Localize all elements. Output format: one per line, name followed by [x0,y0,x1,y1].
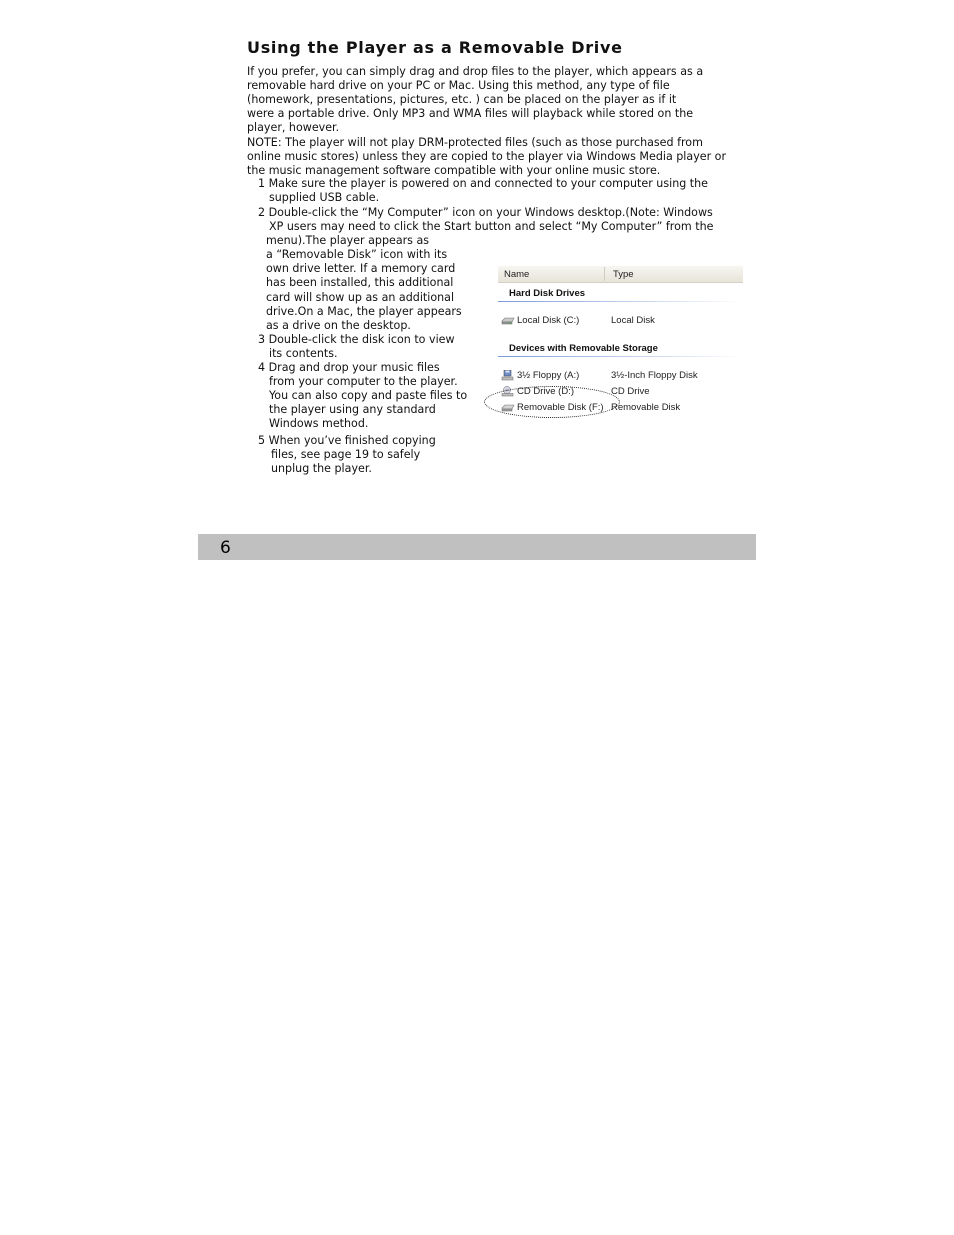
intro-line: (homework, presentations, pictures, etc. ) can be placed on the player as if it [247,93,677,107]
step-line: Make sure the player is powered on and connected to your computer using the [268,177,709,190]
note-line: the music management software compatible with your online music store. [247,164,661,178]
drive-type: Local Disk [611,315,655,326]
step-line: a “Removable Disk” icon with its [266,248,448,262]
step-line: has been installed, this additional [266,276,454,290]
my-computer-screenshot [484,264,746,424]
group-hard-disk-drives: Hard Disk Drives [509,288,586,299]
floppy-drive-icon [501,370,515,381]
step-3 [258,333,483,361]
step-line: the player using any standard [269,403,436,417]
drive-type: 3½-Inch Floppy Disk [611,370,698,381]
step-number: 5 [258,434,266,447]
column-type-header[interactable]: Type [613,269,634,280]
group-divider [498,301,743,302]
intro-line: If you prefer, you can simply drag and drop files to the player, which appears as a [247,65,704,78]
step-line: unplug the player. [271,462,372,476]
drive-name: Removable Disk (F:) [517,402,604,413]
step-line: When you’ve finished copying [268,434,436,447]
footer-bar [198,534,756,560]
drive-row-floppy[interactable] [501,370,741,382]
drive-row-local-disk[interactable] [501,315,741,327]
step-line: Drag and drop your music files [268,361,440,374]
note-line: NOTE: The player will not play DRM-protected files (such as those purchased from [247,136,703,149]
step-number: 2 [258,206,266,219]
step-line: from your computer to the player. [269,375,458,389]
page-title: Using the Player as a Removable Drive [247,38,623,57]
step-line: menu).The player appears as [266,234,430,248]
step-number: 3 [258,333,266,346]
step-line: its contents. [269,347,338,361]
step-line: You can also copy and paste files to [269,389,468,403]
hard-disk-icon [501,315,515,326]
column-divider [604,267,605,281]
intro-line: removable hard drive on your PC or Mac. Using this method, any type of file [247,79,670,93]
step-line: card will show up as an additional [266,290,455,304]
highlight-circle [484,386,620,418]
note-paragraph [247,136,747,178]
step-4 [258,361,483,431]
column-header [498,266,743,283]
step-line: drive.On a Mac, the player appears [266,304,462,318]
step-1 [258,177,748,205]
intro-line: player, however. [247,121,340,135]
step-line: supplied USB cable. [269,191,380,205]
note-line: online music stores) unless they are copied to the player via Windows Media player or [247,150,727,164]
drive-name: 3½ Floppy (A:) [517,370,580,381]
drive-type: Removable Disk [611,402,681,413]
step-5 [258,434,483,476]
intro-line: were a portable drive. Only MP3 and WMA files will playback while stored on the [247,107,694,121]
group-divider [498,356,743,357]
step-line: files, see page 19 to safely [271,448,421,462]
page-number: 6 [220,538,231,558]
intro-paragraph [247,65,752,135]
drive-name: Local Disk (C:) [517,315,580,326]
step-line: own drive letter. If a memory card [266,262,456,276]
group-removable-storage: Devices with Removable Storage [509,343,658,354]
drive-type: CD Drive [611,386,650,397]
step-number: 1 [258,177,266,190]
step-line: Windows method. [269,417,369,431]
step-line: as a drive on the desktop. [266,318,411,332]
step-line: XP users may need to click the Start button and select “My Computer” from the [269,220,714,234]
step-line: Double-click the “My Computer” icon on your Windows desktop.(Note: Windows [268,206,713,219]
step-number: 4 [258,361,266,374]
drive-name: CD Drive (D:) [517,386,574,397]
column-name-header[interactable]: Name [504,269,530,280]
step-line: Double-click the disk icon to view [268,333,455,346]
